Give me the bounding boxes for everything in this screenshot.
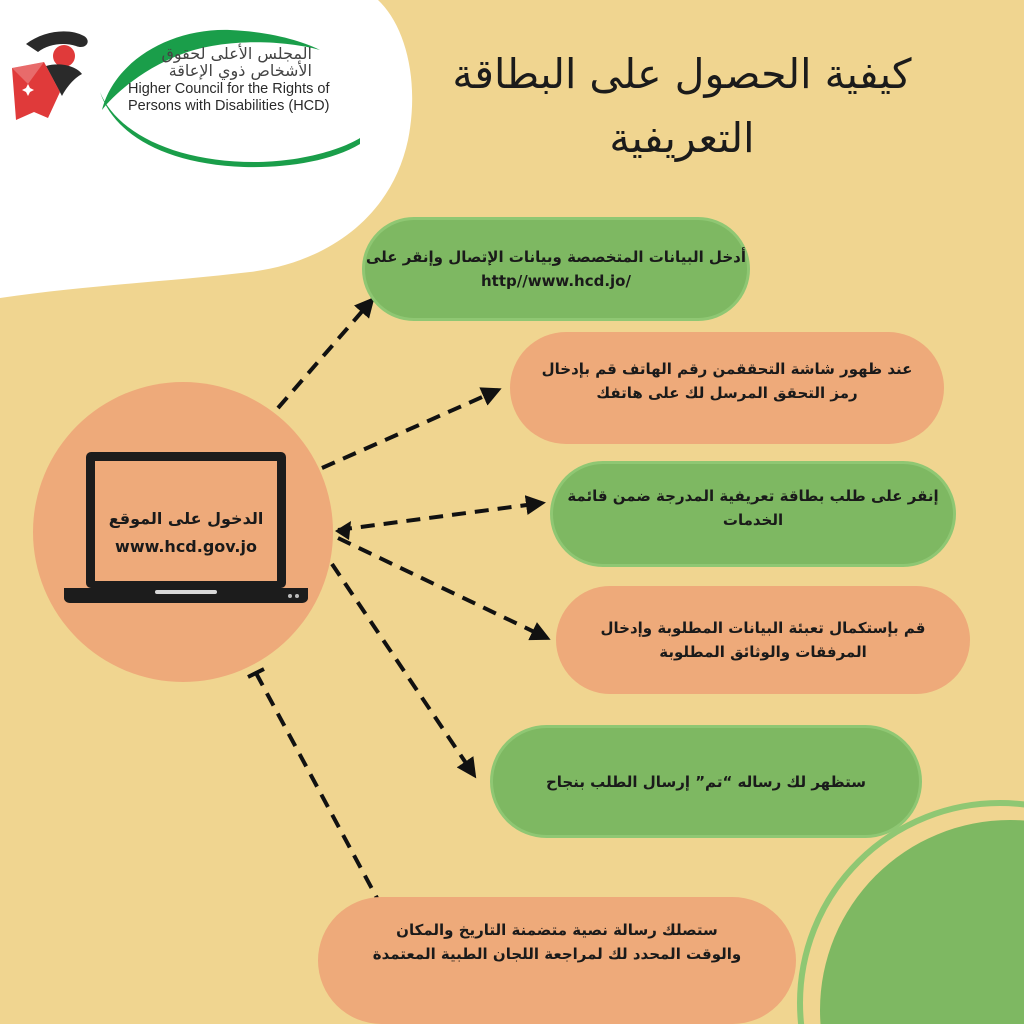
step-1-pill xyxy=(362,217,750,321)
step-5-pill xyxy=(490,725,922,838)
arrow-head-back xyxy=(335,521,351,540)
step-6-pill xyxy=(318,897,796,1024)
logo-box xyxy=(4,22,360,168)
page-title xyxy=(422,42,942,170)
step-3-line-1: إنقر على طلب بطاقة تعريفية المدرجة ضمن قائمة xyxy=(567,487,939,505)
logo-arabic-line-1: المجلس الأعلى لحقوق xyxy=(161,44,312,63)
page-title-line-2: التعريفية xyxy=(609,114,755,162)
step-5-line-1: ستظهر لك رساله “تم” إرسال الطلب بنجاح xyxy=(545,772,867,791)
step-4-text xyxy=(600,616,925,664)
step-2-line-1: عند ظهور شاشة التحققمن رقم الهاتف قم بإدخال xyxy=(541,360,913,378)
step-4-line-2: المرفقات والوثائق المطلوبة xyxy=(659,643,867,661)
arrow-to-step-1 xyxy=(278,300,372,408)
logo-arabic-line-2: الأشخاص ذوي الإعاقة xyxy=(168,61,312,80)
arrow-to-step-2 xyxy=(322,390,498,468)
step-6-line-1: ستصلك رسالة نصية متضمنة التاريخ والمكان xyxy=(396,920,718,939)
step-5-text xyxy=(546,770,866,794)
page-title-line-1: كيفية الحصول على البطاقة xyxy=(452,50,912,98)
step-3-pill xyxy=(550,461,956,567)
green-corner-circle xyxy=(820,820,1024,1024)
step-1-line-2: http//www.hcd.jo/ xyxy=(481,272,631,290)
arrow-to-step-5 xyxy=(332,564,474,775)
arrow-to-step-3 xyxy=(338,503,542,530)
step-3-text xyxy=(567,484,938,532)
logo-arabic-name xyxy=(102,45,312,79)
step-4-line-1: قم بإستكمال تعبئة البيانات المطلوبة وإدخال xyxy=(600,619,926,637)
step-2-text xyxy=(542,357,913,405)
step-6-text xyxy=(373,918,742,966)
center-label-text: الدخول على الموقع xyxy=(108,509,264,528)
center-url: www.hcd.gov.jo xyxy=(115,537,257,556)
step-2-line-2: رمز التحقق المرسل لك على هاتفك xyxy=(596,384,858,402)
step-1-text xyxy=(366,245,746,293)
step-6-line-2: والوقت المحدد لك لمراجعة اللجان الطبية المعتمدة xyxy=(372,944,742,963)
center-label xyxy=(95,505,277,561)
step-3-line-2: الخدمات xyxy=(722,511,784,529)
step-2-pill xyxy=(510,332,944,444)
logo-english-line-1: Higher Council for the Rights of xyxy=(128,81,330,97)
step-1-line-1: أدخل البيانات المتخصصة وبيانات الإتصال وإنقر على xyxy=(366,248,746,266)
step-4-pill xyxy=(556,586,970,694)
connector-to-step-6 xyxy=(256,673,378,900)
logo-english-line-2: Persons with Disabilities (HCD) xyxy=(128,98,330,114)
logo-english-name xyxy=(128,81,358,115)
